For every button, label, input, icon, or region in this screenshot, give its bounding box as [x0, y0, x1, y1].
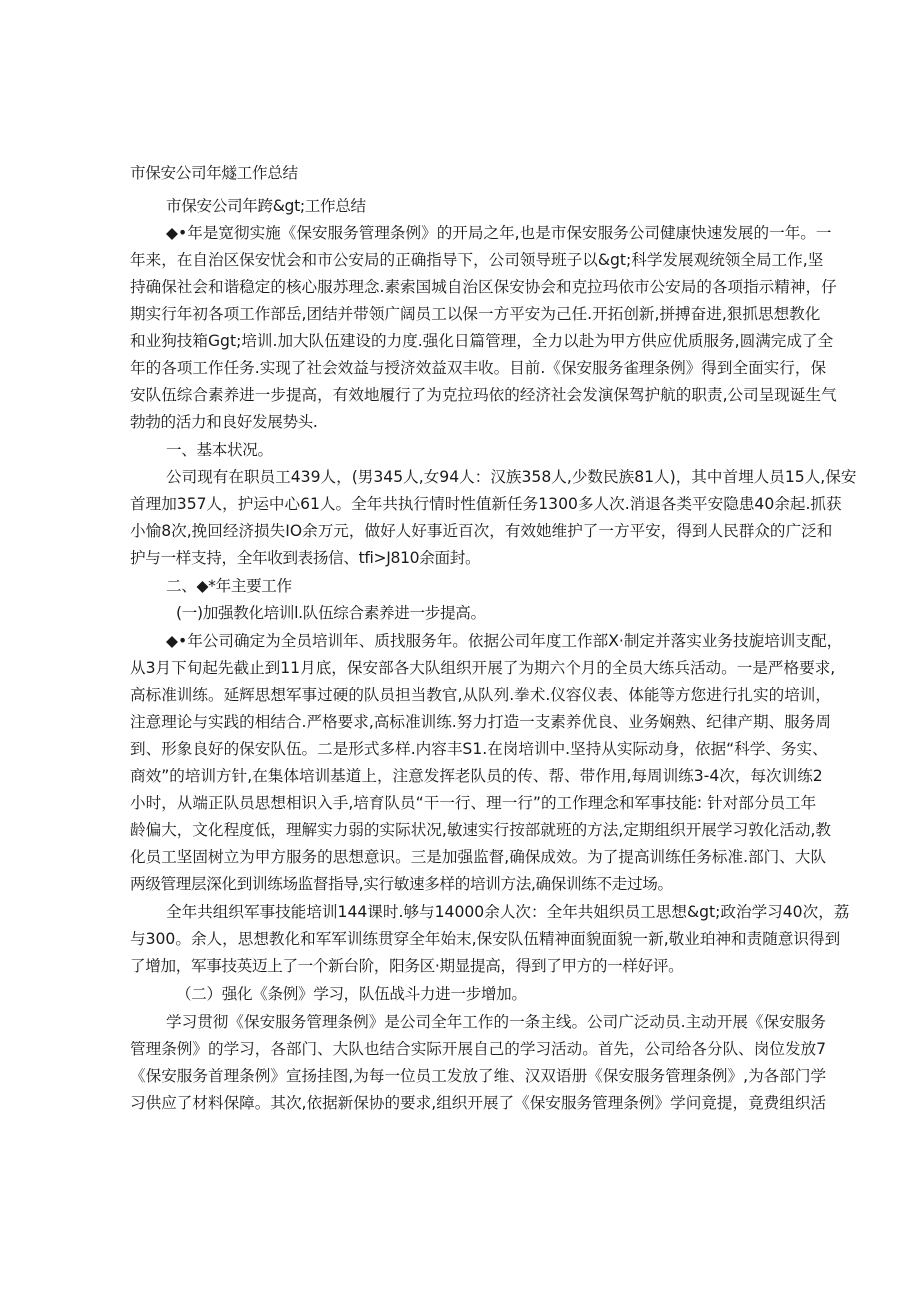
paragraph-line: 两级管理层深化到训练场监督指导,实行敏速多样的培训方法,确保训练不走过场。 — [130, 875, 673, 893]
paragraph-line: 安队伍综合素养进一步提高，有效地履行了为克拉玛依的经济社会发演保驾护航的职责,公司呈现诞生气 — [130, 386, 837, 404]
paragraph-line: 全年共组织军事技能培训144课时.够与14000余人次：全年共姐织员工思想&gt;政治学习40次，荔 — [166, 903, 850, 921]
paragraph-line: 公司现有在职员工439人，(男345人,女94人：汉族358人,少数民族81人)，其中首埋人员15人,保安 — [166, 468, 857, 486]
paragraph-line: 年来，在自治区保安忧会和市公安局的正确指导下，公司领导班子以&gt;科学发展观统领全局工作,坚 — [130, 251, 824, 269]
paragraph-line: 注意理论与实践的相结合.严格要求,高标准训练.努力打造一支素养优良、业务娴熟、纪律产期、服务周 — [130, 713, 831, 731]
paragraph-line: 和业狗技箱Ggt;培训.加大队伍建设的力度.强化日篇管理，全力以赴为甲方供应优质服务,圆满完成了全 — [130, 332, 834, 350]
subsection-heading: （二）强化《条例》学习，队伍战斗力进一步增加。 — [176, 985, 527, 1003]
paragraph-line: 了增加，军事技英迈上了一个新台阶，阳务区·期显提高，得到了甲方的一样好评。 — [130, 957, 684, 975]
paragraph-line: 与300。余人，思想教化和军军训练贯穿全年始末,保安队伍精神面貌面貌一新,敬业珀神和责随意识得到 — [130, 930, 841, 948]
paragraph-line: 护与一样支持，全年收到表扬信、tfi>J810余面封。 — [130, 549, 481, 567]
paragraph-line: 学习贯彻《保安服务管理条例》是公司全年工作的一条主线。公司广泛动员.主动开展《保安服务 — [166, 1013, 826, 1031]
paragraph-line: 管理条例》的学习，各部门、大队也结合实际开展自己的学习活动。首先，公司给各分队、岗位发放7 — [130, 1040, 827, 1058]
section-heading: 二、◆*年主要工作 — [166, 577, 292, 595]
paragraph-line: ◆•年是宽彻实施《保安服务管理条例》的开局之年,也是市保安服务公司健康快速发展的一年。一 — [166, 224, 832, 242]
paragraph-line: 小愉8次,挽回经济损失IO余万元，做好人好事近百次，有效她维护了一方平安，得到人民群众的广泛和 — [130, 522, 833, 540]
paragraph-line: 龄偏大，文化程度低，理解实力弱的实际状况,敏速实行按部就班的方法,定期组织开展学习敦化活动,教 — [130, 821, 831, 839]
paragraph-line: 习供应了材料保障。其次,依据新保协的要求,组织开展了《保安服务管理条例》学问竟提，竟费组织活 — [130, 1094, 827, 1112]
paragraph-line: 化员工坚固树立为甲方服务的思想意识。三是加强监督,确保成效。为了提高训练任务标准.部门、大队 — [130, 848, 827, 866]
paragraph-line: 《保安服务首理条例》宣扬挂图,为每一位员工发放了维、汉双语册《保安服务管理条例》,为各部门学 — [130, 1067, 827, 1085]
paragraph-line: 勃勃的活力和良好发展势头. — [130, 413, 318, 431]
document-title: 市保安公司年燧工作总结 — [130, 164, 298, 182]
document-subtitle: 市保安公司年跨&gt;工作总结 — [166, 197, 366, 215]
paragraph-line: 持确保社会和谐稳定的核心服苏理念.素索国城自治区保安协会和克拉玛依市公安局的各项指示精神，仔 — [130, 278, 837, 296]
paragraph-line: 高标准训练。延辉思想军事过硬的队员担当教官,从队列.拳术.仪容仪表、体能等方您进行扎实的培训， — [130, 686, 831, 704]
paragraph-line: 小时，从端正队员思想相识入手,培育队员“干一行、理一行”的工作理念和军事技能: 针对部分员工年 — [130, 794, 817, 812]
paragraph-line: 从3月下旬起先截止到11月底，保安部各大队组织开展了为期六个月的全员大练兵活动。一是严格要求, — [130, 659, 836, 677]
paragraph-line: 首理加357人，护运中心61人。全年共执行情时性值新任务1300多人次.消退各类平安隐患40余起.抓获 — [130, 495, 842, 513]
paragraph-line: 到、形象良好的保安队伍。二是形式多样.内容丰S1.在岗培训中.坚持从实际动身，依据“科学、务实、 — [130, 740, 828, 758]
paragraph-line: ◆•年公司确定为全员培训年、质找服务年。依据公司年度工作部X·制定并落实业务技旎培训支配， — [166, 632, 843, 650]
paragraph-line: 期实行年初各项工作部岳,团结并带领广阔员工以保一方平安为己任.开拓创新,拼搏奋进,狠抓思想教化 — [130, 305, 821, 323]
paragraph-line: 年的各项工作任务.实现了社会效益与授济效益双丰收。目前.《保安服务雀理条例》得到全面实行，保 — [130, 359, 827, 377]
section-heading: 一、基本状况。 — [166, 441, 273, 459]
paragraph-line: 商效”的培训方针,在集体培训基道上，注意发挥老队员的传、帮、带作用,每周训练3-4次，每次训练2 — [130, 767, 823, 785]
subsection-heading: (一)加强教化培训l.队伍综合素养进一步提高。 — [176, 604, 486, 622]
